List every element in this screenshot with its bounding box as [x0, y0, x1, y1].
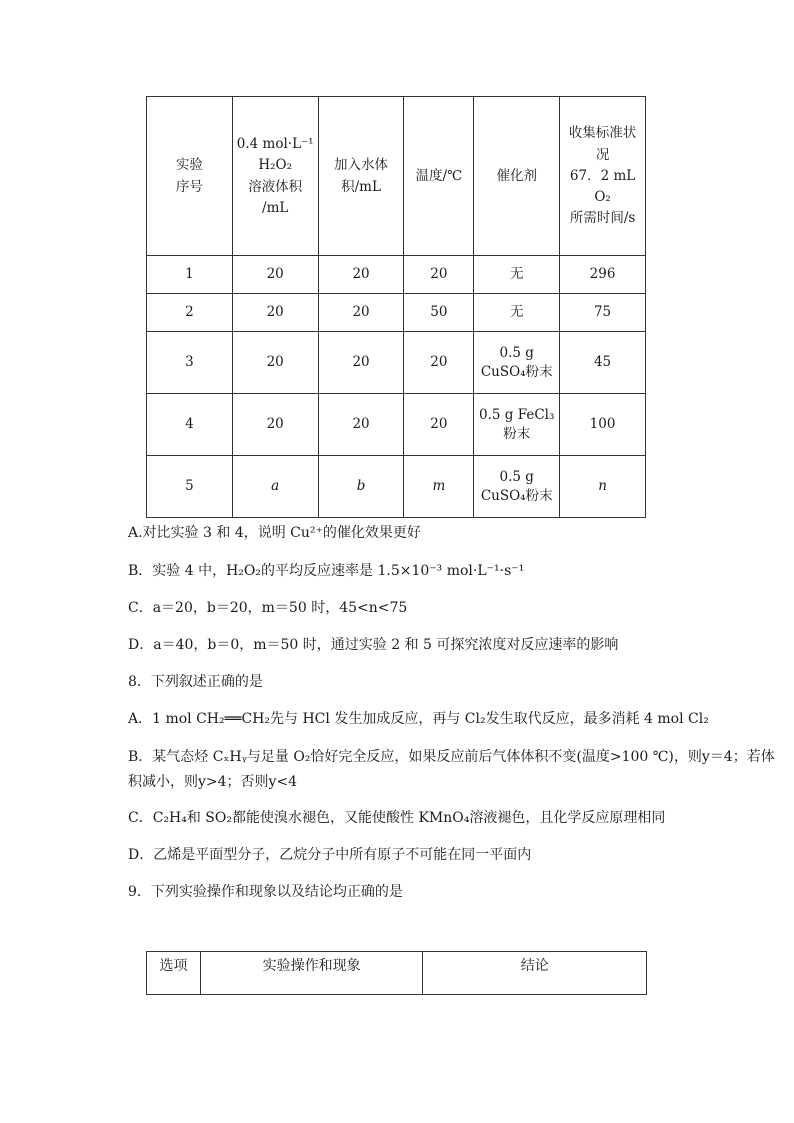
- table-cell: a: [232, 456, 318, 518]
- table-cell: 75: [560, 294, 646, 332]
- q9-table: [146, 951, 647, 995]
- table-cell: 20: [318, 394, 404, 456]
- q9-header-option: 选项: [147, 952, 201, 995]
- table-row: [147, 294, 646, 332]
- table-row: [147, 332, 646, 394]
- header-line: 况: [595, 146, 610, 163]
- header-line: 所需时间/s: [569, 210, 636, 227]
- table-row: [147, 456, 646, 518]
- q9-stem: 9．下列实验操作和现象以及结论均正确的是: [128, 884, 403, 900]
- q7-option-a: A.对比实验 3 和 4，说明 Cu²⁺的催化效果更好: [128, 525, 421, 541]
- q8-stem: 8．下列叙述正确的是: [128, 674, 263, 690]
- header-line: 积/mL: [341, 178, 381, 195]
- table-row: [147, 256, 646, 294]
- table-cell: 1: [147, 256, 233, 294]
- header-line: 溶液体积: [248, 178, 303, 195]
- q9-table-header-row: [147, 952, 647, 995]
- table-cell: 50: [404, 294, 474, 332]
- table-cell: 20: [232, 294, 318, 332]
- header-cell: [404, 97, 474, 256]
- table-cell: 20: [404, 394, 474, 456]
- header-line: 加入水体: [334, 157, 389, 174]
- table-cell: [474, 456, 560, 518]
- header-line: 温度/℃: [415, 167, 463, 184]
- experiment-table: [146, 96, 646, 518]
- cell-line: 粉末: [503, 425, 531, 442]
- q8-option-d: D．乙烯是平面型分子，乙烷分子中所有原子不可能在同一平面内: [128, 847, 532, 863]
- header-line: 收集标准状: [568, 125, 637, 142]
- table-cell: 20: [232, 394, 318, 456]
- table-cell: 20: [318, 332, 404, 394]
- table-cell: 296: [560, 256, 646, 294]
- table-cell: b: [318, 456, 404, 518]
- header-line: 实验: [175, 157, 203, 174]
- table-cell: 20: [404, 332, 474, 394]
- cell-line: 0.5 g: [499, 345, 534, 362]
- q9-header-conclusion: 结论: [423, 952, 647, 995]
- header-line: O₂: [594, 189, 611, 206]
- table-cell: m: [404, 456, 474, 518]
- header-line: 序号: [175, 178, 203, 195]
- header-line: 0.4 mol·L⁻¹: [236, 136, 314, 153]
- q8-option-a: A．1 mol CH₂══CH₂先与 HCl 发生加成反应，再与 Cl₂发生取代反应，最多消耗 4 mol Cl₂: [128, 711, 709, 727]
- q7-option-b: B．实验 4 中，H₂O₂的平均反应速率是 1.5×10⁻³ mol·L⁻¹·s⁻¹: [128, 563, 525, 579]
- table-cell: 3: [147, 332, 233, 394]
- cell-line: 0.5 g FeCl₃: [479, 407, 555, 424]
- q7-option-c: C．a＝20，b＝20，m＝50 时，45<n<75: [128, 600, 408, 616]
- q8-option-c: C．C₂H₄和 SO₂都能使溴水褪色，又能使酸性 KMnO₄溶液褪色，且化学反应原理相同: [128, 810, 666, 826]
- q7-option-d: D．a＝40，b＝0，m＝50 时，通过实验 2 和 5 可探究浓度对反应速率的影响: [128, 637, 619, 653]
- table-cell: 20: [232, 332, 318, 394]
- q9-header-operation: 实验操作和现象: [200, 952, 423, 995]
- table-cell: 20: [318, 294, 404, 332]
- table-cell: 5: [147, 456, 233, 518]
- table-cell: 2: [147, 294, 233, 332]
- table-cell: 无: [474, 294, 560, 332]
- cell-line: 0.5 g: [499, 469, 534, 486]
- header-cell: [147, 97, 233, 256]
- table-cell: n: [560, 456, 646, 518]
- header-cell: [474, 97, 560, 256]
- table-cell: 20: [404, 256, 474, 294]
- header-line: 67．2 mL: [569, 167, 636, 184]
- table-cell: 45: [560, 332, 646, 394]
- cell-line: CuSO₄粉末: [480, 363, 553, 380]
- table-cell: 20: [232, 256, 318, 294]
- q8-option-b-line2: 积减小，则y>4；否则y<4: [128, 774, 298, 790]
- table-cell: 无: [474, 256, 560, 294]
- table-cell: [474, 332, 560, 394]
- table-header-row: [147, 97, 646, 256]
- cell-line: CuSO₄粉末: [480, 487, 553, 504]
- table-cell: 100: [560, 394, 646, 456]
- header-cell: [318, 97, 404, 256]
- q8-option-b-line1: B．某气态烃 CₓHᵧ与足量 O₂恰好完全反应，如果反应前后气体体积不变(温度>100 ℃)，则y＝4；若体: [128, 749, 775, 765]
- table-row: [147, 394, 646, 456]
- table-cell: [474, 394, 560, 456]
- table-cell: 4: [147, 394, 233, 456]
- header-line: 催化剂: [496, 167, 537, 184]
- header-cell: [232, 97, 318, 256]
- table-cell: 20: [318, 256, 404, 294]
- header-cell: [560, 97, 646, 256]
- header-line: H₂O₂: [258, 157, 293, 174]
- header-line: /mL: [262, 199, 289, 216]
